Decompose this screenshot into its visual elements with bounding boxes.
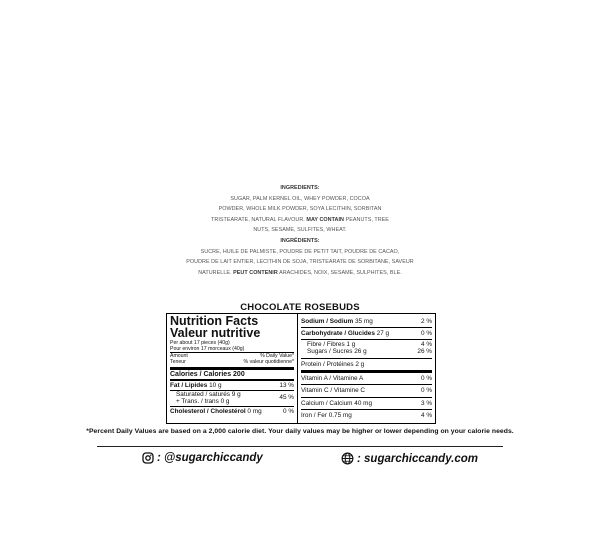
iron-row: Iron / Fer 0.75 mg 4 %: [301, 411, 432, 419]
ingredients-block: [175, 183, 425, 278]
vitamin-a-row: Vitamin A / Vitamine A 0 %: [301, 375, 432, 383]
nutrition-left-column: [167, 314, 298, 423]
ingredients-heading-en: INGREDIENTS:: [280, 185, 320, 191]
globe-icon: [341, 452, 354, 465]
product-title: CHOCOLATE ROSEBUDS: [240, 302, 360, 313]
ingredients-heading-fr: INGRÉDIENTS:: [280, 237, 320, 244]
fibre-sugars-row: Fibre / Fibres 1 g Sugars / Sucres 26 g 4 % 26 %: [307, 341, 432, 356]
amount-dv-header: Amount Teneur % Daily Value* % valeur quotidienne*: [170, 353, 294, 365]
instagram-handle[interactable]: [142, 452, 263, 464]
fat-row: Fat / Lipides 10 g 13 %: [170, 381, 294, 389]
ingredients-en-line-2: POWDER, WHOLE MILK POWDER, SOYA LECITHIN, SORBITAN: [218, 206, 382, 213]
nutrition-title-en: Nutrition Facts: [170, 314, 259, 328]
instagram-handle-text: : @sugarchiccandy: [157, 452, 263, 464]
ingredients-fr-line-2: POUDRE DE LAIT ENTIER, LECITHIN DE SOJA, TRISTEARATE DE SORBITANE, SAVEUR: [186, 259, 414, 266]
ingredients-en-line-3: TRISTEARATE, NATURAL FLAVOUR. MAY CONTAIN PEANUTS, TREE: [211, 216, 389, 223]
nutrition-facts-panel: [166, 313, 436, 424]
carbohydrate-row: Carbohydrate / Glucides 27 g 0 %: [301, 330, 432, 338]
ingredients-en-line-1: SUGAR, PALM KERNEL OIL, WHEY POWDER, COCOA: [230, 195, 370, 202]
cholesterol-row: Cholesterol / Cholestérol 0 mg 0 %: [170, 408, 294, 416]
allergen-warning-en: MAY CONTAIN: [306, 216, 344, 223]
protein-row: Protein / Protéines 2 g: [301, 361, 365, 368]
nutrition-title-fr: Valeur nutritive: [170, 325, 261, 340]
calcium-row: Calcium / Calcium 40 mg 3 %: [301, 399, 432, 407]
daily-value-footnote: *Percent Daily Values are based on a 2,000 calorie diet. Your daily values may be higher or lower depending on your calorie needs.: [86, 428, 514, 435]
nutrition-right-column: [298, 314, 435, 423]
ingredients-fr-line-1: SUCRE, HUILE DE PALMISTE, POUDRE DE PETIT TAIT, POUDRE DE CACAO,: [200, 248, 400, 255]
website-link[interactable]: [341, 452, 478, 465]
website-text: : sugarchiccandy.com: [357, 452, 479, 465]
instagram-icon: [142, 452, 154, 464]
allergen-warning-fr: PEUT CONTENIR: [233, 269, 278, 276]
calories-row: Calories / Calories 200: [170, 370, 245, 378]
saturated-trans-row: Saturated / saturés 9 g + Trans. / trans 0 g 45 %: [176, 390, 294, 405]
divider-line: [97, 446, 503, 447]
vitamin-c-row: Vitamin C / Vitamine C 0 %: [301, 387, 432, 395]
sodium-row: Sodium / Sodium 35 mg 2 %: [301, 318, 432, 325]
ingredients-fr-line-3: NATURELLE. PEUT CONTENIR ARACHIDES, NOIX, SESAME, SULPHITES, BLE.: [198, 269, 402, 276]
ingredients-en-line-4: NUTS, SESAME, SULFITES, WHEAT.: [253, 227, 347, 234]
serving-size: Per about 17 pieces (40g) Pour environ 17 morceaux (40g): [170, 340, 245, 352]
